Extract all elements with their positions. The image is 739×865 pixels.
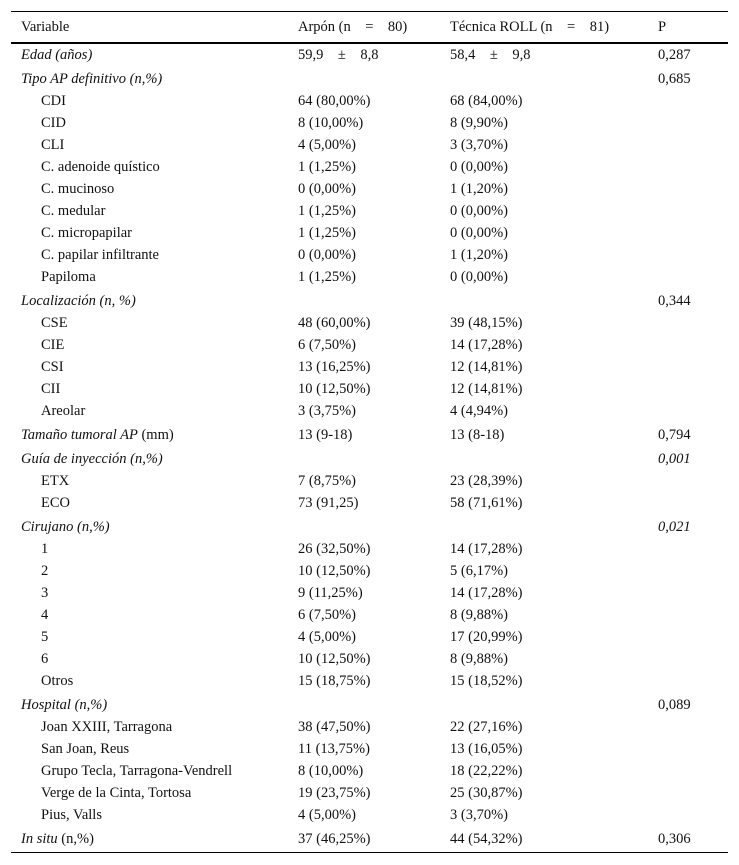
arpon-value: 6 (7,50%) <box>298 607 356 623</box>
row-label-text: Localización (n, %) <box>21 293 136 309</box>
table-row <box>11 626 728 648</box>
row-label <box>41 582 48 604</box>
table-row <box>11 156 728 178</box>
roll-value: 18 (22,22%) <box>450 763 523 779</box>
row-label <box>41 492 70 514</box>
roll-value: 3 (3,70%) <box>450 807 508 823</box>
arpon-value: 8 (10,00%) <box>298 115 364 131</box>
category-row <box>11 290 728 312</box>
roll-value: 0 (0,00%) <box>450 269 508 285</box>
table-row <box>11 560 728 582</box>
table-row <box>11 760 728 782</box>
row-label-text: 5 <box>41 629 49 645</box>
row-label <box>41 760 232 782</box>
row-label <box>41 782 191 804</box>
table-row <box>11 470 728 492</box>
row-label-text: Pius, Valls <box>41 807 102 823</box>
p-value: 0,089 <box>658 697 691 713</box>
row-label <box>41 626 48 648</box>
row-label-suffix: (n,%) <box>57 831 94 847</box>
row-label <box>21 68 162 90</box>
row-label-text: C. micropapilar <box>41 225 133 241</box>
table-row <box>11 200 728 222</box>
roll-value: 22 (27,16%) <box>450 719 523 735</box>
row-label-text: San Joan, Reus <box>41 741 130 757</box>
arpon-value: 59,9 ± 8,8 <box>298 47 379 63</box>
roll-value: 14 (17,28%) <box>450 337 523 353</box>
table-row <box>11 670 728 692</box>
table-row <box>11 604 728 626</box>
p-value: 0,344 <box>658 293 691 309</box>
arpon-value: 3 (3,75%) <box>298 403 356 419</box>
row-label <box>41 200 105 222</box>
roll-value: 17 (20,99%) <box>450 629 523 645</box>
arpon-value: 1 (1,25%) <box>298 203 356 219</box>
roll-value: 8 (9,90%) <box>450 115 508 131</box>
category-row <box>11 44 728 66</box>
row-label-text: Hospital (n,%) <box>21 697 108 713</box>
row-label-text: CSE <box>41 315 68 331</box>
row-label-suffix: (mm) <box>137 427 174 443</box>
header-row <box>11 16 728 38</box>
arpon-value: 73 (91,25) <box>298 495 359 511</box>
category-row <box>11 694 728 716</box>
roll-value: 15 (18,52%) <box>450 673 523 689</box>
row-label-text: Grupo Tecla, Tarragona-Vendrell <box>41 763 233 779</box>
category-row <box>11 448 728 470</box>
row-label-text: Areolar <box>41 403 86 419</box>
category-row <box>11 516 728 538</box>
arpon-value: 48 (60,00%) <box>298 315 371 331</box>
roll-value: 14 (17,28%) <box>450 585 523 601</box>
row-label-text: Otros <box>41 673 74 689</box>
row-label-text: Edad (años) <box>21 47 93 63</box>
roll-value: 0 (0,00%) <box>450 225 508 241</box>
row-label <box>41 356 64 378</box>
row-label-text: C. papilar infiltrante <box>41 247 159 263</box>
roll-value: 68 (84,00%) <box>450 93 523 109</box>
header-roll: Técnica ROLL (n = 81) <box>450 19 610 35</box>
header-variable: Variable <box>21 19 70 35</box>
row-label <box>41 648 48 670</box>
header-p: P <box>658 19 667 35</box>
arpon-value: 15 (18,75%) <box>298 673 371 689</box>
row-label <box>41 716 172 738</box>
row-label-text: CID <box>41 115 66 131</box>
arpon-value: 4 (5,00%) <box>298 629 356 645</box>
table-row <box>11 134 728 156</box>
arpon-value: 0 (0,00%) <box>298 247 356 263</box>
row-label <box>41 604 48 626</box>
roll-value: 58,4 ± 9,8 <box>450 47 531 63</box>
roll-value: 58 (71,61%) <box>450 495 523 511</box>
row-label-text: 1 <box>41 541 49 557</box>
row-label <box>41 334 64 356</box>
row-label <box>21 290 136 312</box>
row-label-text: C. adenoide quístico <box>41 159 160 175</box>
p-value: 0,287 <box>658 47 691 63</box>
p-value: 0,685 <box>658 71 691 87</box>
p-value: 0,306 <box>658 831 691 847</box>
arpon-value: 13 (16,25%) <box>298 359 371 375</box>
roll-value: 1 (1,20%) <box>450 181 508 197</box>
row-label <box>41 222 132 244</box>
arpon-value: 11 (13,75%) <box>298 741 370 757</box>
row-label-text: Joan XXIII, Tarragona <box>41 719 173 735</box>
table-row <box>11 582 728 604</box>
roll-value: 44 (54,32%) <box>450 831 523 847</box>
table-row <box>11 356 728 378</box>
table-row <box>11 334 728 356</box>
table-row <box>11 738 728 760</box>
row-label <box>41 378 60 400</box>
arpon-value: 10 (12,50%) <box>298 651 371 667</box>
row-label <box>41 670 73 692</box>
row-label-text: In situ <box>21 831 58 847</box>
row-label <box>41 312 68 334</box>
arpon-value: 9 (11,25%) <box>298 585 363 601</box>
roll-value: 25 (30,87%) <box>450 785 523 801</box>
row-label-text: ECO <box>41 495 70 511</box>
category-row <box>11 828 728 850</box>
row-label-text: Cirujano (n,%) <box>21 519 110 535</box>
p-value: 0,794 <box>658 427 691 443</box>
row-label-text: CSI <box>41 359 64 375</box>
row-label <box>41 470 69 492</box>
row-label-text: CDI <box>41 93 66 109</box>
row-label <box>21 694 107 716</box>
table-row <box>11 244 728 266</box>
row-label-text: CLI <box>41 137 65 153</box>
category-row <box>11 68 728 90</box>
roll-value: 1 (1,20%) <box>450 247 508 263</box>
arpon-value: 4 (5,00%) <box>298 807 356 823</box>
row-label-text: 2 <box>41 563 49 579</box>
table-row <box>11 782 728 804</box>
row-label <box>41 738 129 760</box>
row-label-text: Guía de inyección (n,%) <box>21 451 163 467</box>
row-label-text: Tamaño tumoral AP <box>21 427 138 443</box>
p-value: 0,021 <box>658 519 691 535</box>
row-label <box>41 112 66 134</box>
table-row <box>11 538 728 560</box>
arpon-value: 64 (80,00%) <box>298 93 371 109</box>
roll-value: 3 (3,70%) <box>450 137 508 153</box>
row-label <box>41 804 102 826</box>
roll-value: 13 (16,05%) <box>450 741 523 757</box>
table-row <box>11 378 728 400</box>
bottom-rule <box>11 852 728 853</box>
roll-value: 39 (48,15%) <box>450 315 523 331</box>
arpon-value: 38 (47,50%) <box>298 719 371 735</box>
row-label <box>41 178 114 200</box>
row-label <box>41 266 96 288</box>
row-label-text: 4 <box>41 607 49 623</box>
table-row <box>11 492 728 514</box>
arpon-value: 37 (46,25%) <box>298 831 371 847</box>
row-label-text: 6 <box>41 651 49 667</box>
table-row <box>11 266 728 288</box>
row-label-text: C. medular <box>41 203 106 219</box>
roll-value: 8 (9,88%) <box>450 651 508 667</box>
roll-value: 4 (4,94%) <box>450 403 508 419</box>
arpon-value: 13 (9-18) <box>298 427 353 443</box>
roll-value: 14 (17,28%) <box>450 541 523 557</box>
header-arpon: Arpón (n = 80) <box>298 19 408 35</box>
table-row <box>11 312 728 334</box>
row-label <box>41 538 48 560</box>
arpon-value: 6 (7,50%) <box>298 337 356 353</box>
arpon-value: 4 (5,00%) <box>298 137 356 153</box>
roll-value: 23 (28,39%) <box>450 473 523 489</box>
row-label <box>41 400 85 422</box>
row-label <box>21 424 174 446</box>
table-row <box>11 804 728 826</box>
arpon-value: 26 (32,50%) <box>298 541 371 557</box>
top-rule <box>11 11 728 12</box>
table-row <box>11 400 728 422</box>
arpon-value: 1 (1,25%) <box>298 159 356 175</box>
row-label <box>21 448 163 470</box>
row-label <box>41 156 160 178</box>
row-label-text: CIE <box>41 337 65 353</box>
roll-value: 0 (0,00%) <box>450 159 508 175</box>
arpon-value: 0 (0,00%) <box>298 181 356 197</box>
table-row <box>11 90 728 112</box>
roll-value: 0 (0,00%) <box>450 203 508 219</box>
row-label <box>21 44 92 66</box>
arpon-value: 10 (12,50%) <box>298 381 371 397</box>
arpon-value: 7 (8,75%) <box>298 473 356 489</box>
row-label <box>41 90 66 112</box>
row-label <box>41 244 159 266</box>
table-row <box>11 178 728 200</box>
roll-value: 12 (14,81%) <box>450 381 523 397</box>
table-row <box>11 716 728 738</box>
arpon-value: 19 (23,75%) <box>298 785 371 801</box>
row-label-text: CII <box>41 381 61 397</box>
arpon-value: 1 (1,25%) <box>298 269 356 285</box>
roll-value: 8 (9,88%) <box>450 607 508 623</box>
row-label <box>41 134 64 156</box>
row-label-text: Papiloma <box>41 269 96 285</box>
table-row <box>11 648 728 670</box>
roll-value: 5 (6,17%) <box>450 563 508 579</box>
row-label <box>41 560 48 582</box>
row-label-text: Tipo AP definitivo (n,%) <box>21 71 163 87</box>
arpon-value: 10 (12,50%) <box>298 563 371 579</box>
row-label-text: C. mucinoso <box>41 181 115 197</box>
row-label-text: 3 <box>41 585 49 601</box>
roll-value: 13 (8-18) <box>450 427 505 443</box>
p-value: 0,001 <box>658 451 691 467</box>
row-label-text: ETX <box>41 473 70 489</box>
table-row <box>11 222 728 244</box>
table-row <box>11 112 728 134</box>
arpon-value: 1 (1,25%) <box>298 225 356 241</box>
category-row <box>11 424 728 446</box>
row-label <box>21 828 94 850</box>
row-label-text: Verge de la Cinta, Tortosa <box>41 785 192 801</box>
arpon-value: 8 (10,00%) <box>298 763 364 779</box>
roll-value: 12 (14,81%) <box>450 359 523 375</box>
row-label <box>21 516 110 538</box>
